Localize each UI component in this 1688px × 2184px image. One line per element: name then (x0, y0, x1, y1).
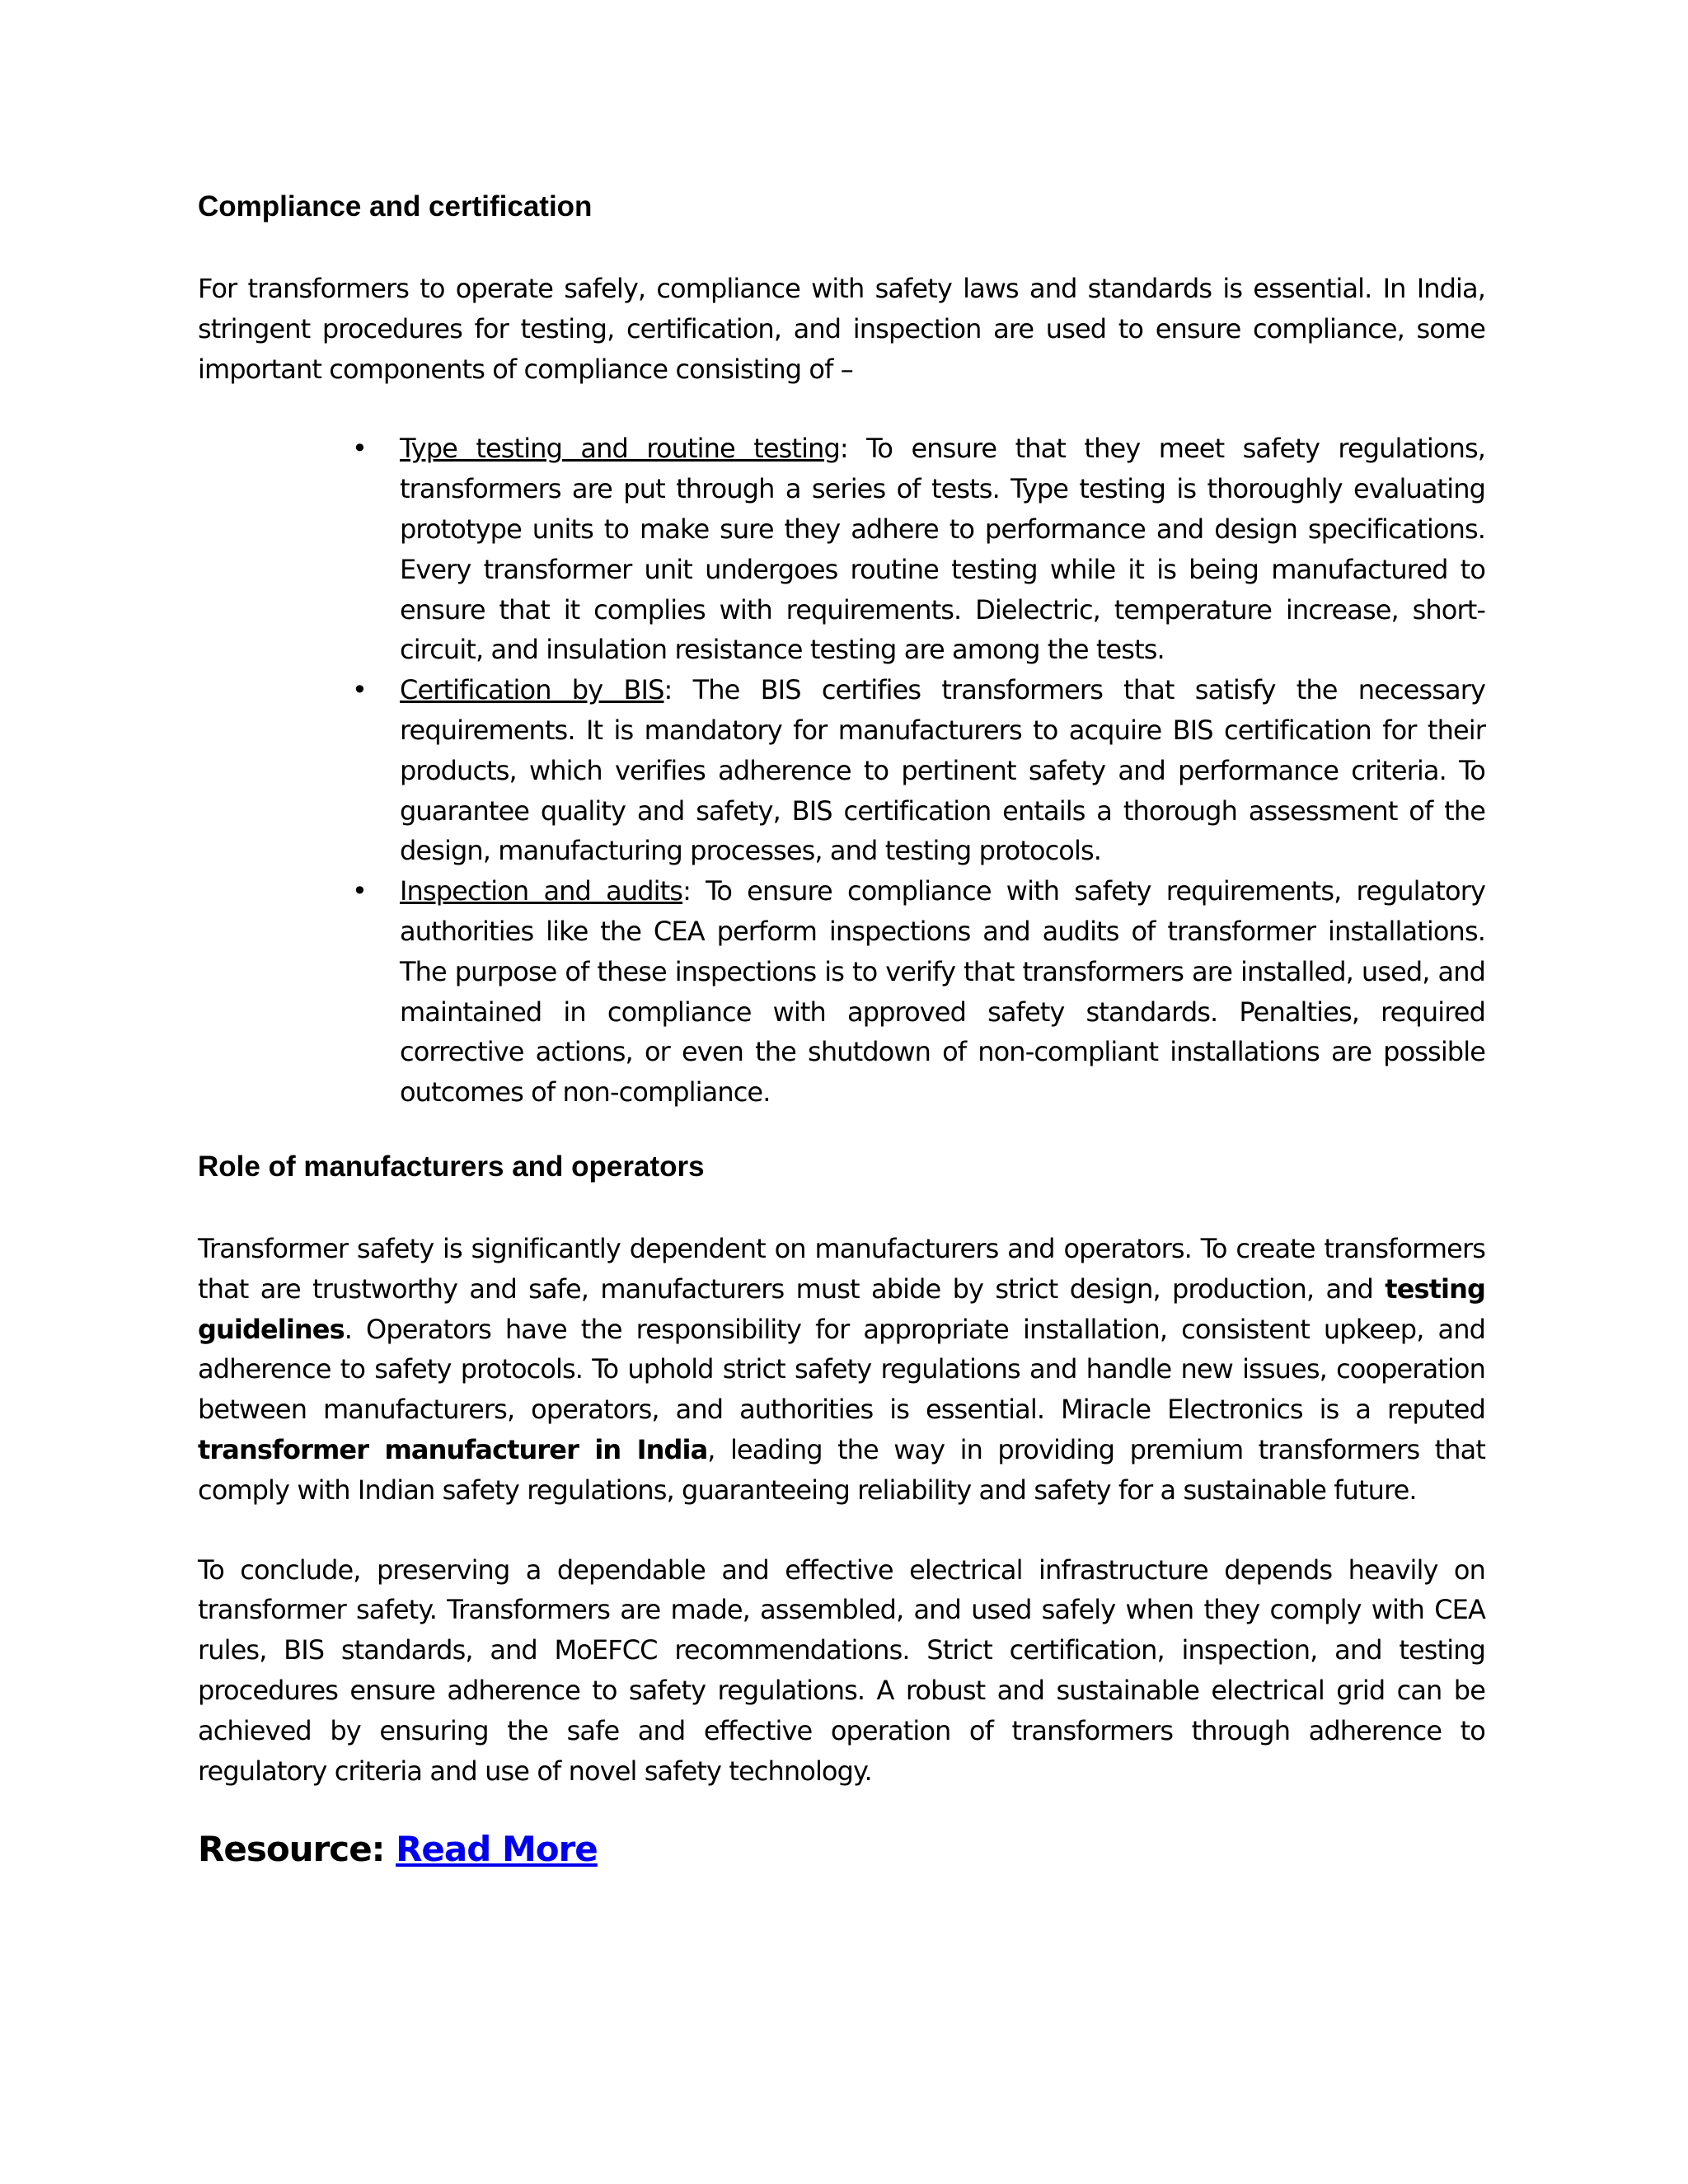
role-text-3: , leading the way in providing premium transformers that comply with Indian safety regulations, guaranteeing reliability and safety for a sustainable future. (198, 1433, 1485, 1506)
role-bold-manufacturer: transformer manufacturer in India (198, 1433, 708, 1465)
read-more-link[interactable]: Read More (396, 1829, 598, 1870)
bullet-icon: • (352, 875, 367, 907)
compliance-bullet-list (198, 429, 1485, 1113)
document-page (198, 190, 1485, 1872)
conclusion-paragraph: To conclude, preserving a dependable and effective electrical infrastructure depends heavily on transformer safety. Transformers are made, assembled, and used safely when they comply with CEA rules, BIS standards, and MoEFCC recommendations. Strict certification, inspection, and testing procedures ensure adherence to safety regulations. A robust and sustainable electrical grid can be achieved by ensuring the safe and effective operation of transformers through adherence to regulatory criteria and use of novel safety technology. (198, 1554, 1485, 1787)
compliance-intro-paragraph: For transformers to operate safely, compliance with safety laws and standards is essential. In India, stringent procedures for testing, certification, and inspection are used to ensure compliance, some important components of compliance consisting of – (198, 273, 1485, 385)
list-item (352, 429, 1485, 670)
section-heading-role: Role of manufacturers and operators (198, 1150, 705, 1183)
bullet-icon: • (352, 674, 367, 706)
list-item (352, 871, 1485, 1113)
bullet-text: : To ensure compliance with safety requirements, regulatory authorities like the CEA perform inspections and audits of transformer installations. The purpose of these inspections is to verify that transformers are installed, used, and maintained in compliance with approved safety standards. Penalties, required corrective actions, or even the shutdown of non-compliant installations are possible outcomes of non-compliance. (400, 875, 1485, 1108)
bullet-term: Inspection and audits (400, 875, 683, 907)
bullet-text: : The BIS certifies transformers that satisfy the necessary requirements. It is mandatory for manufacturers to acquire BIS certification for their products, which verifies adherence to pertinent safety and performance criteria. To guarantee quality and safety, BIS certification entails a thorough assessment of the design, manufacturing processes, and testing protocols. (400, 674, 1485, 867)
bullet-term: Type testing and routine testing (400, 433, 840, 465)
role-text-2: . Operators have the responsibility for appropriate installation, consistent upkeep, and adherence to safety protocols. To uphold strict safety regulations and handle new issues, cooperation between manufacturers, operators, and authorities is essential. Miracle Electronics is a reputed (198, 1313, 1485, 1426)
section-heading-compliance: Compliance and certification (198, 190, 593, 223)
bullet-icon: • (352, 433, 367, 465)
role-paragraph (198, 1229, 1485, 1511)
role-bold-testing-guidelines: testing guidelines (198, 1272, 1485, 1345)
bullet-term: Certification by BIS (400, 674, 664, 706)
bullet-text: : To ensure that they meet safety regulations, transformers are put through a series of tests. Type testing is thoroughly evaluating prototype units to make sure they adhere to performance and design specifications. Every transformer unit undergoes routine testing while it is being manufactured to ensure that it complies with requirements. Dielectric, temperature increase, short-circuit, and insulation resistance testing are among the tests. (400, 433, 1485, 666)
resource-line (198, 1827, 1485, 1872)
list-item (352, 670, 1485, 871)
resource-label: Resource: (198, 1829, 396, 1870)
role-text-1: Transformer safety is significantly dependent on manufacturers and operators. To create transformers that are trustworthy and safe, manufacturers must abide by strict design, production, and (198, 1232, 1485, 1305)
